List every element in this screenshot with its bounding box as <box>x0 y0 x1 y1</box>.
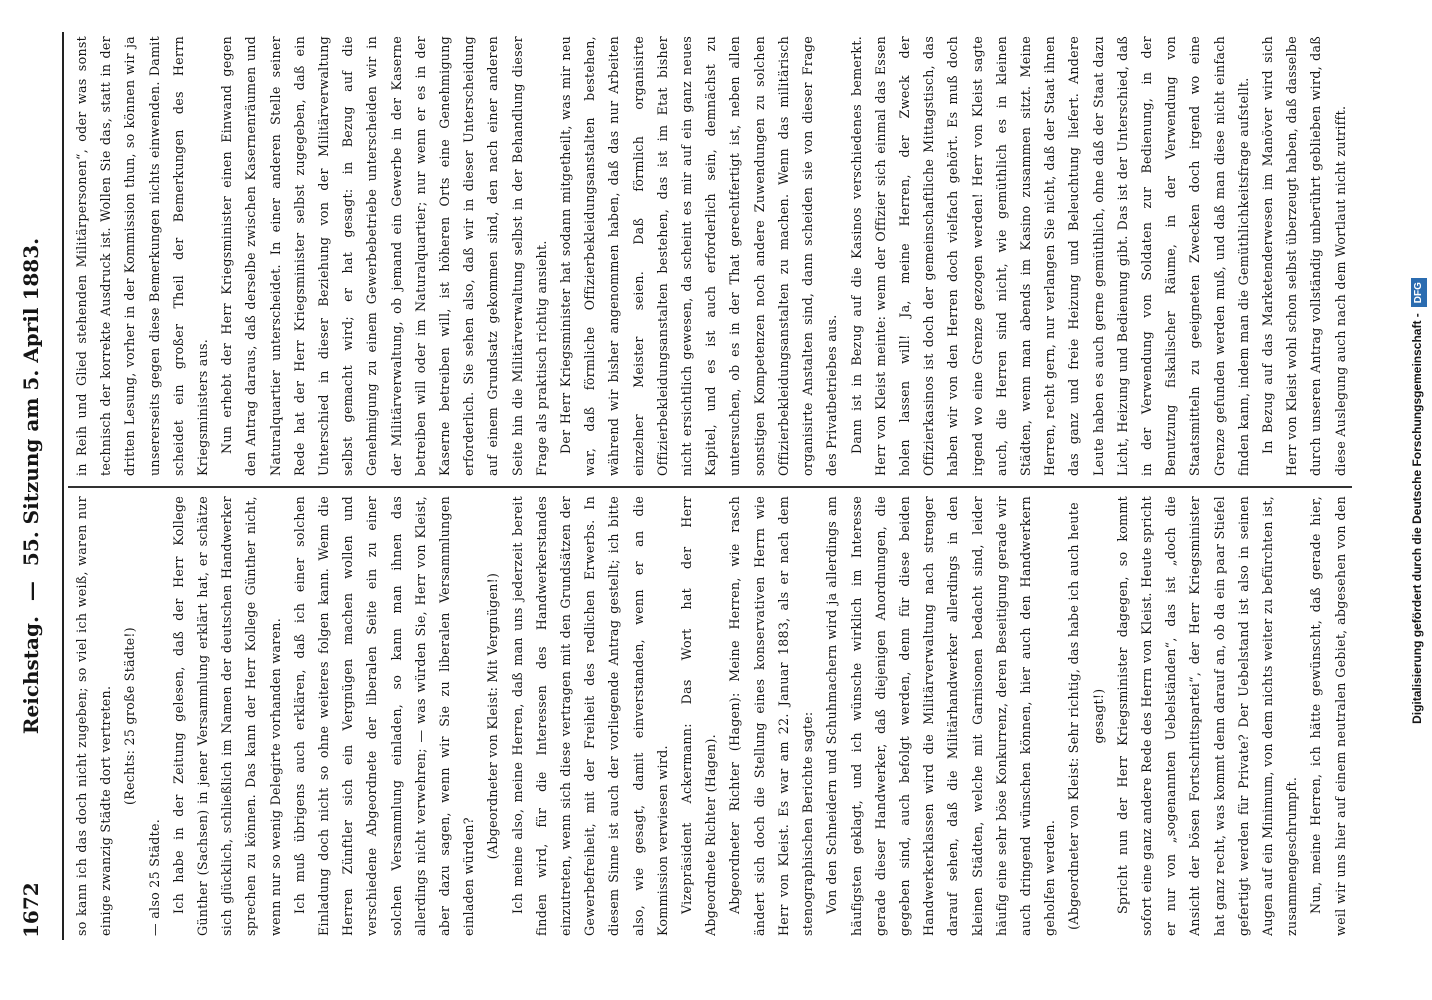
paragraph: Ich muß übrigens auch erklären, daß ich einer solchen Einladung doch nicht so ohne weiteres folgen kann. Wenn die Herren Zünftler sich ein Vergnügen machen wollen und verschiedene Abgeordnete der liberalen Seite ein zu einer solchen Versammlung einladen, so kann man ihnen das allerdings nicht verwehren; — was würden Sie, Herr von Kleist, aber dazu sagen, wenn wir Sie zu liberalen Versammlungen einladen würden? <box>291 496 477 936</box>
paragraph: Der Herr Kriegsminister hat sodann mitgetheilt, was mir neu war, daß förmliche Offizierbekleidungsanstalten bestehen, während wir bisher angenommen haben, daß das nur Arbeiten einzelner Meister seien. Daß förmlich organisirte Offizierbekleidungsanstalten bestehen, das ist im Etat bisher nicht ersichtlich gewesen, da scheint es mir auf ein ganz neues Kapitel, und es ist auch erforderlich sein, demnächst zu untersuchen, ob es in der That gerechtfertigt ist, neben allen sonstigen Kompetenzen noch andere Zuwendungen zu solchen Offizierbekleidungsanstalten zu machen. Wenn das militärisch organisirte Anstalten sind, dann scheiden sie von dieser Frage des Privatbetriebes aus. <box>558 36 840 476</box>
running-title <box>6 34 56 938</box>
credit-text: Digitalisierung gefördert durch die Deutsche Forschungsgemeinschaft - <box>1410 313 1424 724</box>
digitization-credit <box>1404 0 1432 1000</box>
paragraph: (Abgeordneter von Kleist: Mit Vergnügen!) <box>485 572 501 860</box>
paragraph: (Rechts: 25 große Städte!) <box>122 627 138 805</box>
session-title: 55. Sitzung am 5. April 1883. <box>19 237 43 567</box>
page-header <box>6 34 56 938</box>
paragraph: Abgeordneter Richter (Hagen): Meine Herren, wie rasch ändert sich doch die Stellung eines konservativen Herrn wie Herr von Kleist. Es war am 22. Januar 1883, als er nach dem stenographischen Berichte sagte: <box>727 496 816 936</box>
credit-line <box>1409 11 1427 991</box>
right-text-column <box>70 36 1350 476</box>
paragraph: Dann ist in Bezug auf die Kasinos verschiedenes bemerkt. Herr von Kleist meinte: wenn der Offizier sich einmal das Essen holen lassen will! Ja, meine Herren, der Zweck der Offizierkasinos ist doch der gemeinschaftliche Mittagstisch, das haben wir von den Herren doch vielfach gehört. Es muß doch irgend wo eine Grenze gezogen werden! Herr von Kleist sagte auch, die Herren sind nicht, wie gemüthlich es in kleinen Städten, wenn man abends im Kasino zusammen sitzt. Meine Herren, recht gern, nur verlangen Sie nicht, daß der Staat ihnen das ganz und freie Heizung und Beleuchtung liefert. Andere Leute haben es auch gerne gemüthlich, ohne daß der Staat dazu Licht, Heizung und Bedienung gibt. Das ist der Unterschied, daß in der Verwendung von Soldaten zur Bedienung, in der Benutzung fiskalischer Räume, in der Verwendung von Staatsmitteln zu geeigneten Zwecken doch irgend wo eine Grenze gefunden werden muß, und daß man diese nicht einfach finden kann, indem man die Gemüthlichkeitsfrage aufstellt. <box>848 36 1251 476</box>
paragraph: Ich habe in der Zeitung gelesen, daß der Herr Kollege Günther (Sachsen) in jener Versammlung erklärt hat, er schätze sich glücklich, schließlich im Namen der deutschen Handwerker sprechen zu können. Das kann der Herr Kollege Günther nicht, wenn nur so wenig Delegirte vorhanden waren. <box>170 496 283 936</box>
paragraph: in Reih und Glied stehenden Militärpersonen“, oder was sonst technisch der korrekte Ausdruck ist. Wollen Sie das, statt in der dritten Lesung, vorher in der Kommission thun, so können wir ja unsererseits gegen diese Bemerkungen nichts einwenden. Damit scheidet ein großer Theil der Bemerkungen des Herrn Kriegsministers aus. <box>74 36 211 476</box>
publication-name: Reichstag. <box>19 616 43 735</box>
paragraph: — also 25 Städte. <box>146 818 162 936</box>
column-divider <box>68 486 1352 488</box>
paragraph: Vizepräsident Ackermann: Das Wort hat der Herr Abgeordnete Richter (Hagen). <box>679 496 719 936</box>
page-number: 1672 <box>19 882 43 938</box>
paragraph: Spricht nun der Herr Kriegsminister dagegen, so kommt sofort eine ganz andere Rede des Herrn von Kleist. Heute spricht er nur von „sogenannten Uebelständen“, das ist „doch die Ansicht der bösen Fortschrittspartei“, der Herr Kriegsminister hat ganz recht, was kommt denn darauf an, ob da ein paar Stiefel gefertigt werden für Private? Der Uebelstand ist also in seinen Augen auf ein Minimum, von dem nichts weiter zu befürchten ist, zusammengeschrumpft. <box>1114 496 1300 936</box>
paragraph: Nun erhebt der Herr Kriegsminister einen Einwand gegen den Antrag daraus, daß derselbe zwischen Kasernenräumen und Naturalquartier unterscheidet. In einer anderen Stelle seiner Rede hat der Herr Kriegsminister selbst zugegeben, daß ein Unterschied in dieser Beziehung von der Militärverwaltung selbst gemacht wird; er hat gesagt: in Bezug auf die Genehmigung zu einem Gewerbebetriebe unterscheiden wir in der Militärverwaltung, ob jemand ein Gewerbe in der Kaserne betreiben will oder im Naturalquartier; nur wenn er es in der Kaserne betreiben will, ist höheren Orts eine Genehmigung erforderlich. Sie sehen also, daß wir in dieser Unterscheidung auf einem Grundsatz gekommen sind, den nach einer anderen Seite hin die Militärverwaltung selbst in der Behandlung dieser Frage als praktisch richtig ansieht. <box>219 36 549 476</box>
header-separator: — <box>19 581 43 602</box>
paragraph: Nun, meine Herren, ich hätte gewünscht, daß gerade hier, weil wir uns hier auf einem neutralen Gebiet, abgesehen von den <box>1308 496 1348 936</box>
paragraph: (Abgeordneter von Kleist: Sehr richtig, das habe ich auch heute gesagt!) <box>1066 502 1106 930</box>
paragraph: Ich meine also, meine Herren, daß man uns jederzeit bereit finden wird, für die Interessen des Handwerkerstandes einzutreten, wenn sich diese vertragen mit den Grundsätzen der Gewerbefreiheit, mit der Freiheit des redlichen Erwerbs. In diesem Sinne ist auch der vorliegende Antrag gestellt; ich bitte also, wie gesagt, damit einverstanden, wenn er an die Kommission verwiesen wird. <box>509 496 670 936</box>
dfg-logo: DFG <box>1411 278 1427 307</box>
header-rule <box>62 32 64 940</box>
paragraph: so kann ich das doch nicht zugeben; so viel ich weiß, waren nur einige zwanzig Städte dort vertreten. <box>74 496 114 936</box>
left-text-column <box>70 496 1350 936</box>
paragraph: Von den Schneidern und Schuhmachern wird ja allerdings am häufigsten geklagt, und ich wünsche wirklich im Interesse gerade dieser Handwerker, daß diejenigen Anordnungen, die gegeben sind, auch befolgt werden, denn für diese beiden Handwerkerklassen wird die Militärverwaltung nach strenger darauf sehen, daß die Militärhandwerker allerdings in den kleinen Städten, welche mit Garnisonen bedacht sind, leider häufig eine sehr böse Konkurrenz, deren Beseitigung gerade wir auch dringend wünschen können, hier auch den Handwerkern geholfen werden. <box>824 496 1058 936</box>
paragraph: In Bezug auf das Marketenderwesen im Manöver wird sich Herr von Kleist wohl schon selbst überzeugt haben, daß dasselbe durch unseren Antrag vollständig unberührt geblieben wird, daß diese Auslegung auch nach dem Wortlaut nicht zutrifft. <box>1259 36 1348 476</box>
